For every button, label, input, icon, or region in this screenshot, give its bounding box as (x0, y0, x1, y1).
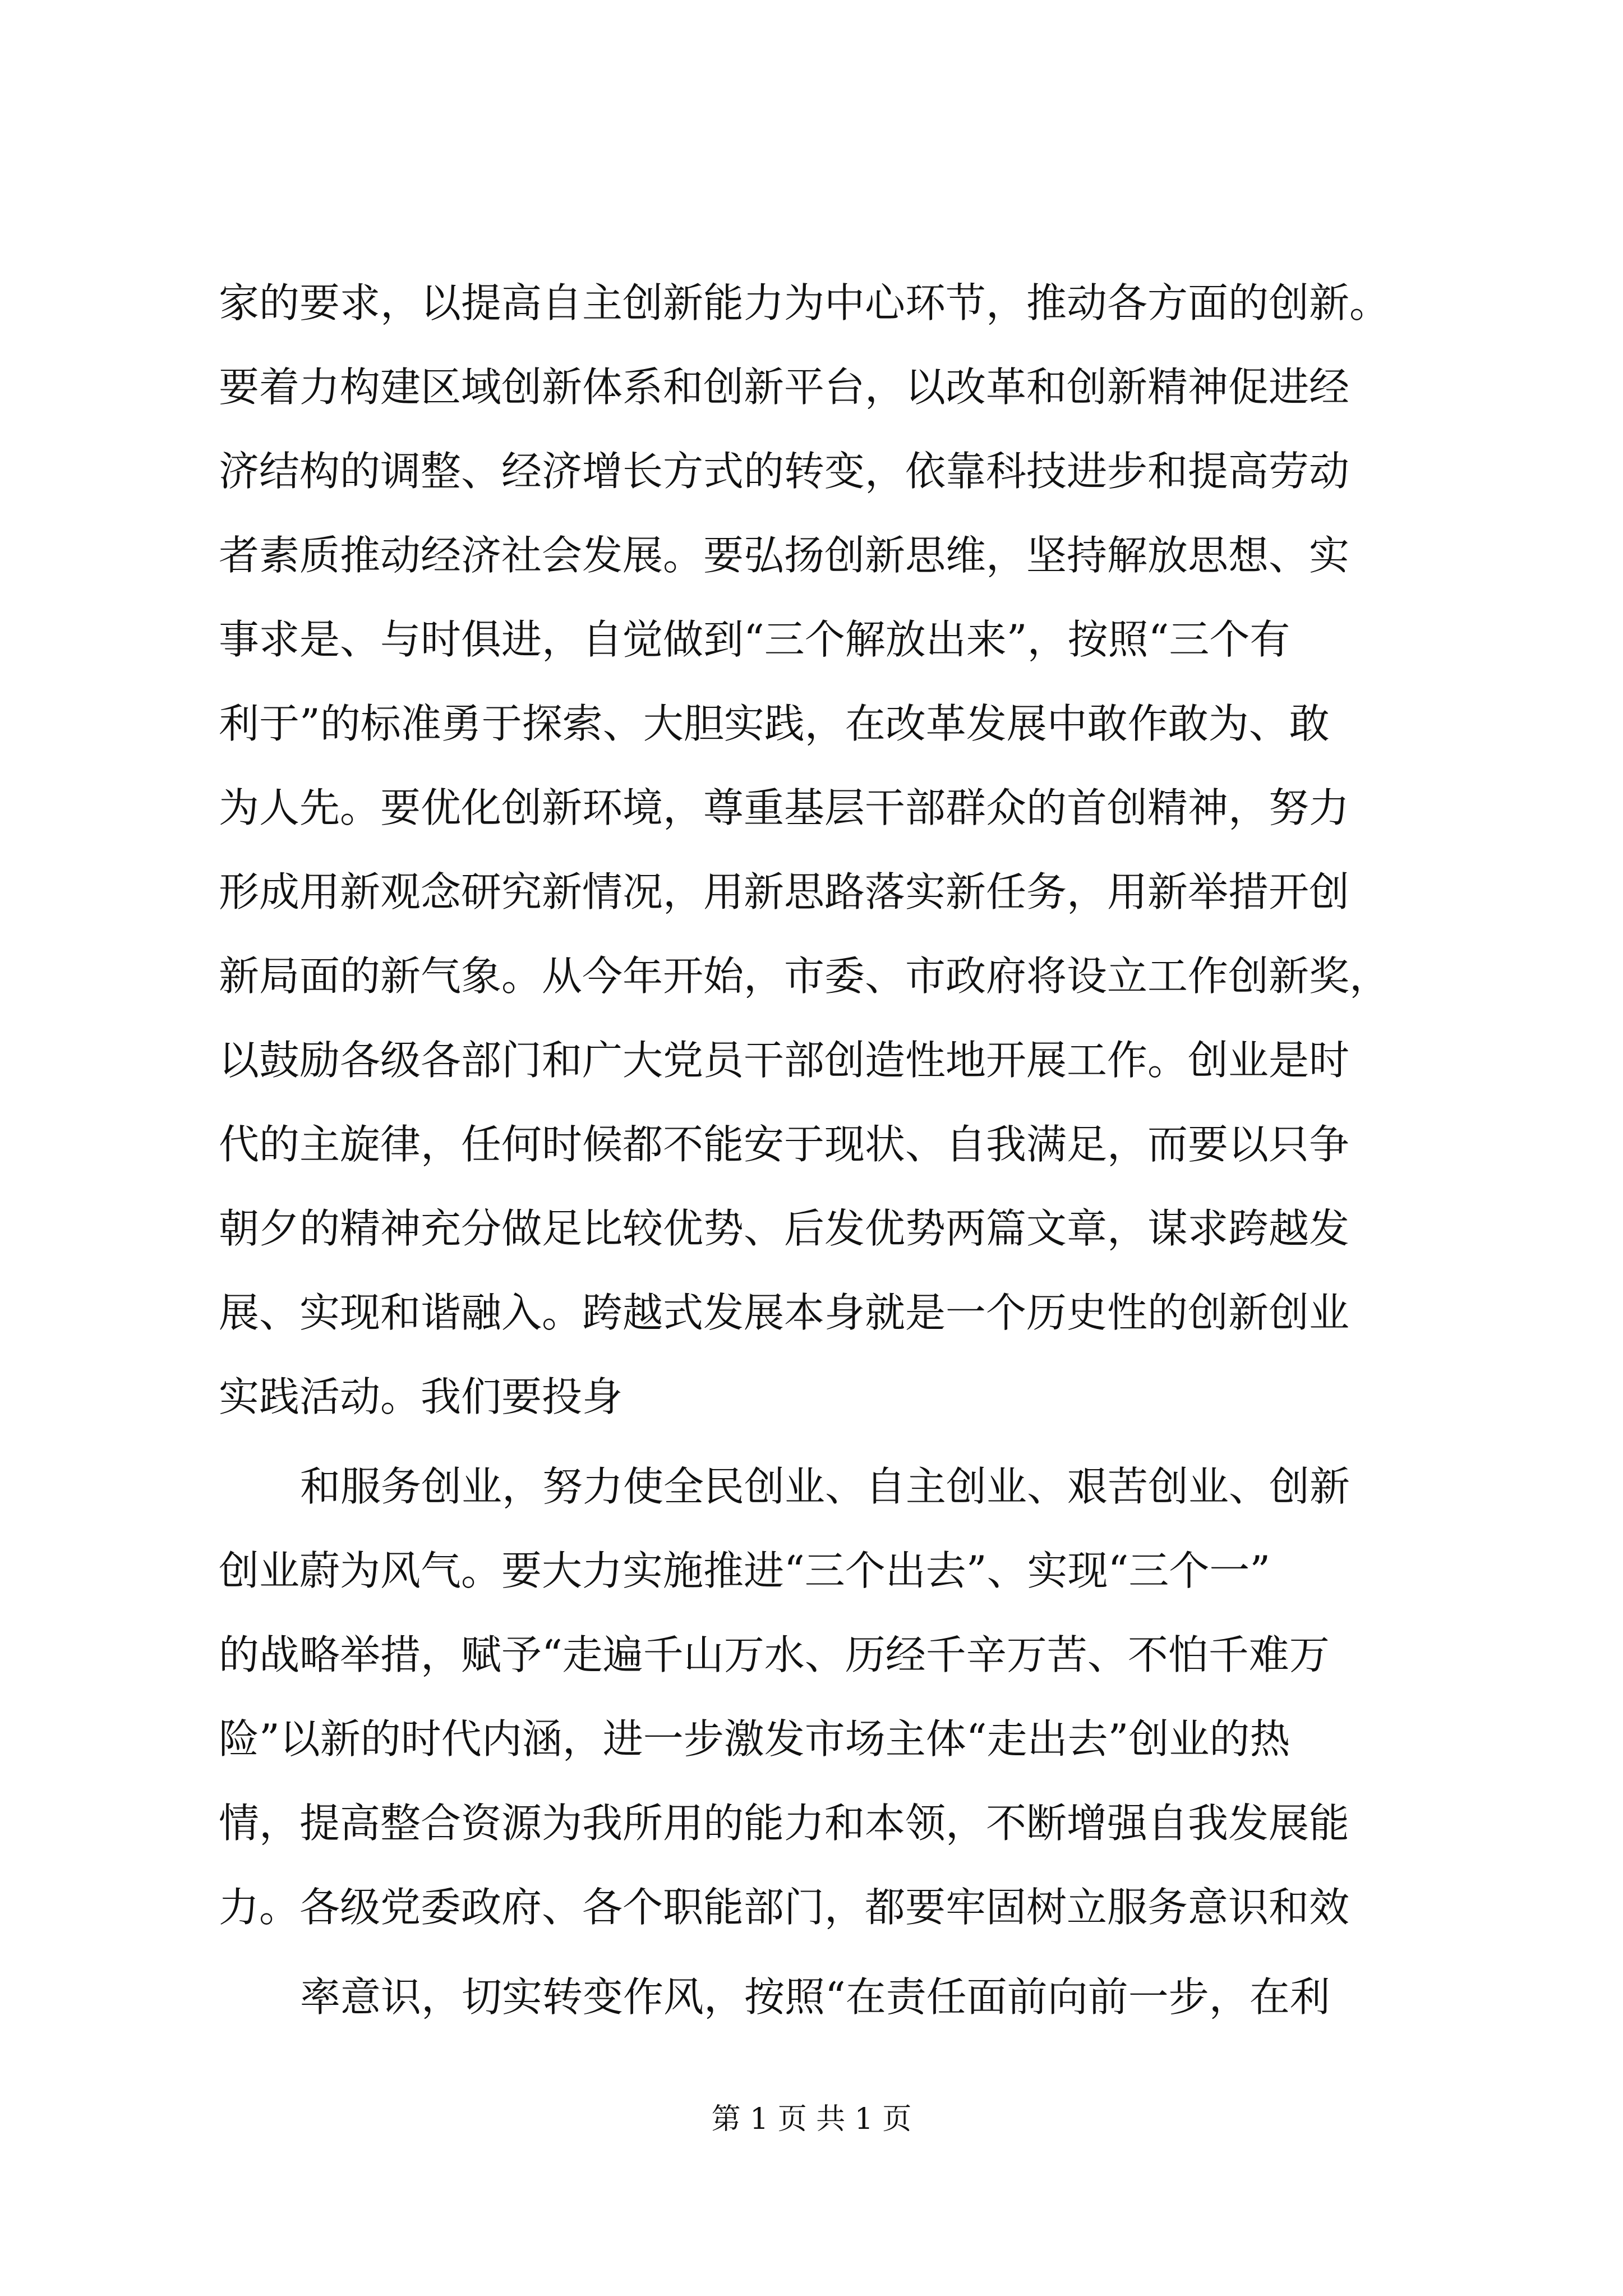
text-line (0, 1621, 1623, 1688)
line-text: 和服务创业，努力使全民创业、自主创业、艰苦创业、创新 (300, 1463, 1350, 1510)
text-line (0, 1963, 1623, 2031)
line-text: 利于”的标准勇于探索、大胆实践，在改革发展中敢作敢为、敢 (219, 700, 1330, 747)
text-line (0, 858, 1623, 926)
text-line (0, 1363, 1623, 1430)
line-text: 事求是、与时俱进，自觉做到“三个解放出来”，按照“三个有 (219, 616, 1290, 663)
line-text: 要着力构建区域创新体系和创新平台，以改革和创新精神促进经 (219, 364, 1350, 411)
text-line (0, 1453, 1623, 1520)
text-line (0, 1874, 1623, 1941)
text-line (0, 1789, 1623, 1857)
line-text: 者素质推动经济社会发展。要弘扬创新思维，坚持解放思想、实 (219, 532, 1350, 579)
text-line (0, 522, 1623, 589)
text-line (0, 1111, 1623, 1178)
text-line (0, 1279, 1623, 1346)
line-text: 的战略举措，赋予“走遍千山万水、历经千辛万苦、不怕千难万 (219, 1631, 1330, 1678)
text-line (0, 690, 1623, 757)
line-text: 展、实现和谐融入。跨越式发展本身就是一个历史性的创新创业 (219, 1289, 1350, 1336)
line-text: 情，提高整合资源为我所用的能力和本领，不断增强自我发展能 (219, 1800, 1350, 1847)
line-text: 济结构的调整、经济增长方式的转变，依靠科技进步和提高劳动 (219, 448, 1350, 495)
line-text: 力。各级党委政府、各个职能部门，都要牢固树立服务意识和效 (219, 1884, 1350, 1931)
line-text: 率意识，切实转变作风，按照“在责任面前向前一步，在利 (300, 1973, 1330, 2021)
text-line (0, 1537, 1623, 1604)
line-text: 家的要求，以提高自主创新能力为中心环节，推动各方面的创新。 (219, 279, 1390, 326)
text-line (0, 269, 1623, 337)
text-line (0, 353, 1623, 421)
page-footer: 第 1 页 共 1 页 (711, 2102, 912, 2136)
line-text: 形成用新观念研究新情况，用新思路落实新任务，用新举措开创 (219, 868, 1350, 915)
text-line (0, 774, 1623, 841)
text-line (0, 942, 1623, 1010)
line-text: 为人先。要优化创新环境，尊重基层干部群众的首创精神，努力 (219, 784, 1350, 831)
line-text: 险”以新的时代内涵，进一步激发市场主体“走出去”创业的热 (219, 1715, 1290, 1763)
line-text: 新局面的新气象。从今年开始，市委、市政府将设立工作创新奖， (219, 953, 1390, 1000)
text-line (0, 606, 1623, 673)
line-text: 朝夕的精神充分做足比较优势、后发优势两篇文章，谋求跨越发 (219, 1205, 1350, 1252)
line-text: 实践活动。我们要投身 (219, 1373, 623, 1420)
text-line (0, 438, 1623, 505)
text-line (0, 1027, 1623, 1094)
line-text: 以鼓励各级各部门和广大党员干部创造性地开展工作。创业是时 (219, 1037, 1350, 1084)
line-text: 创业蔚为风气。要大力实施推进“三个出去”、实现“三个一” (219, 1547, 1271, 1594)
text-line (0, 1705, 1623, 1773)
line-text: 代的主旋律，任何时候都不能安于现状、自我满足，而要以只争 (219, 1121, 1350, 1168)
text-line (0, 1195, 1623, 1262)
